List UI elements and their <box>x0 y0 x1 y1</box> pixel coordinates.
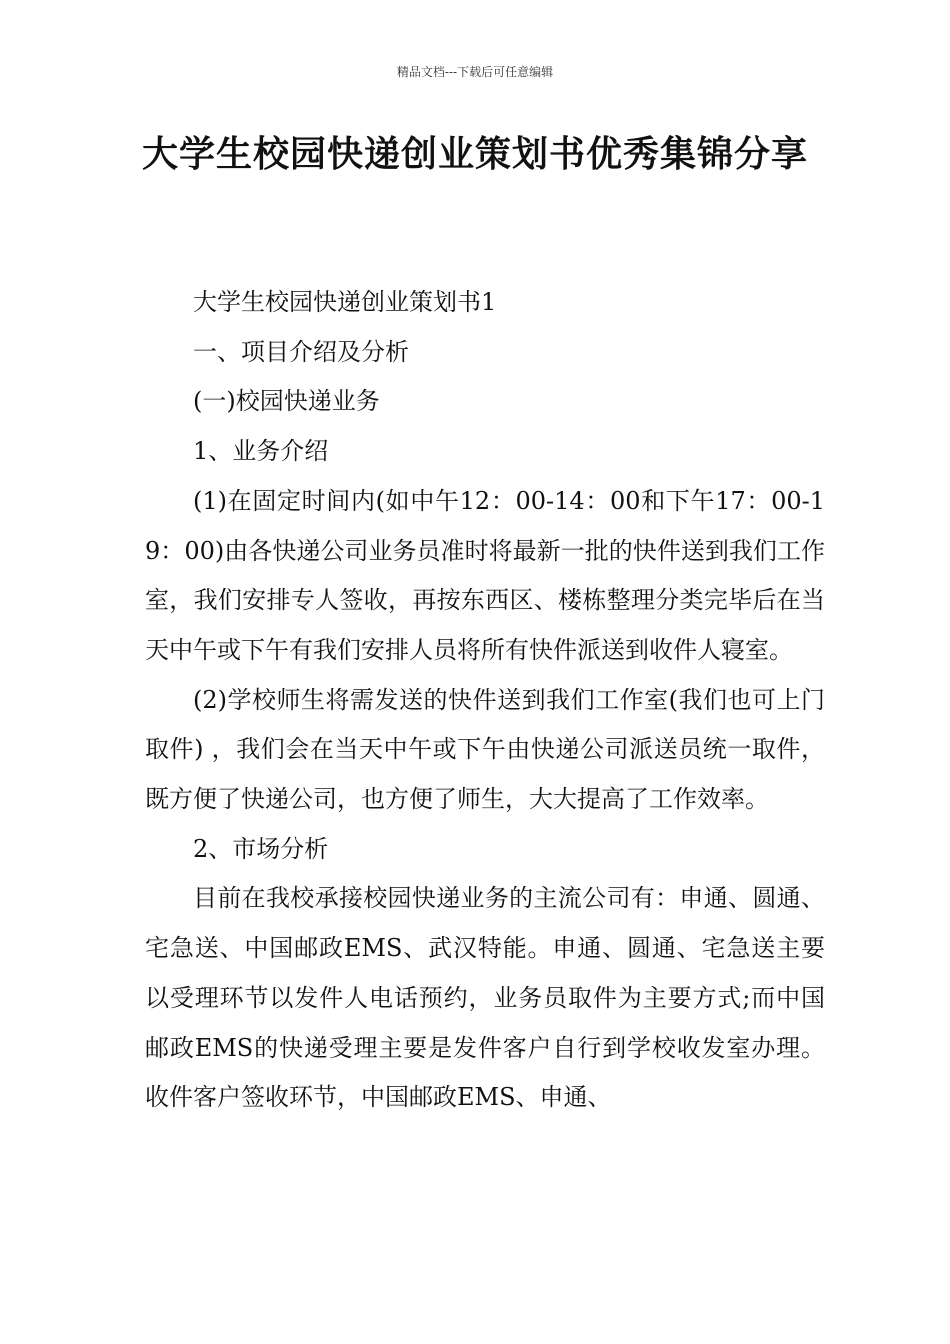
body-paragraph: (2)学校师生将需发送的快件送到我们工作室(我们也可上门取件) ，我们会在当天中午或下午由快递公司派送员统一取件，既方便了快递公司，也方便了师生，大大提高了工作效率。 <box>145 685 825 814</box>
section-heading: (一)校园快递业务 <box>193 387 380 416</box>
body-paragraph: 目前在我校承接校园快递业务的主流公司有：申通、圆通、宅急送、中国邮政EMS、武汉特能。申通、圆通、宅急送主要以受理环节以发件人电话预约，业务员取件为主要方式;而中国邮政EMS的快递受理主要是发件客户自行到学校收发室办理。收件客户签收环节，中国邮政EMS、申通、 <box>145 884 825 1112</box>
document-body <box>145 278 825 1123</box>
section-heading: 1、业务介绍 <box>193 437 329 466</box>
page-header: 精品文档---下载后可任意编辑 <box>396 65 554 79</box>
section-heading: 大学生校园快递创业策划书1 <box>193 288 497 316</box>
section-heading: 2、市场分析 <box>193 834 329 863</box>
section-heading: 一、项目介绍及分析 <box>193 337 409 366</box>
body-paragraph: (1)在固定时间内(如中午12：00-14：00和下午17：00-19：00)由各快递公司业务员准时将最新一批的快件送到我们工作室，我们安排专人签收，再按东西区、楼栋整理分类完毕后在当天中午或下午有我们安排人员将所有快件派送到收件人寝室。 <box>145 486 825 664</box>
document-title: 大学生校园快递创业策划书优秀集锦分享 <box>141 134 808 175</box>
